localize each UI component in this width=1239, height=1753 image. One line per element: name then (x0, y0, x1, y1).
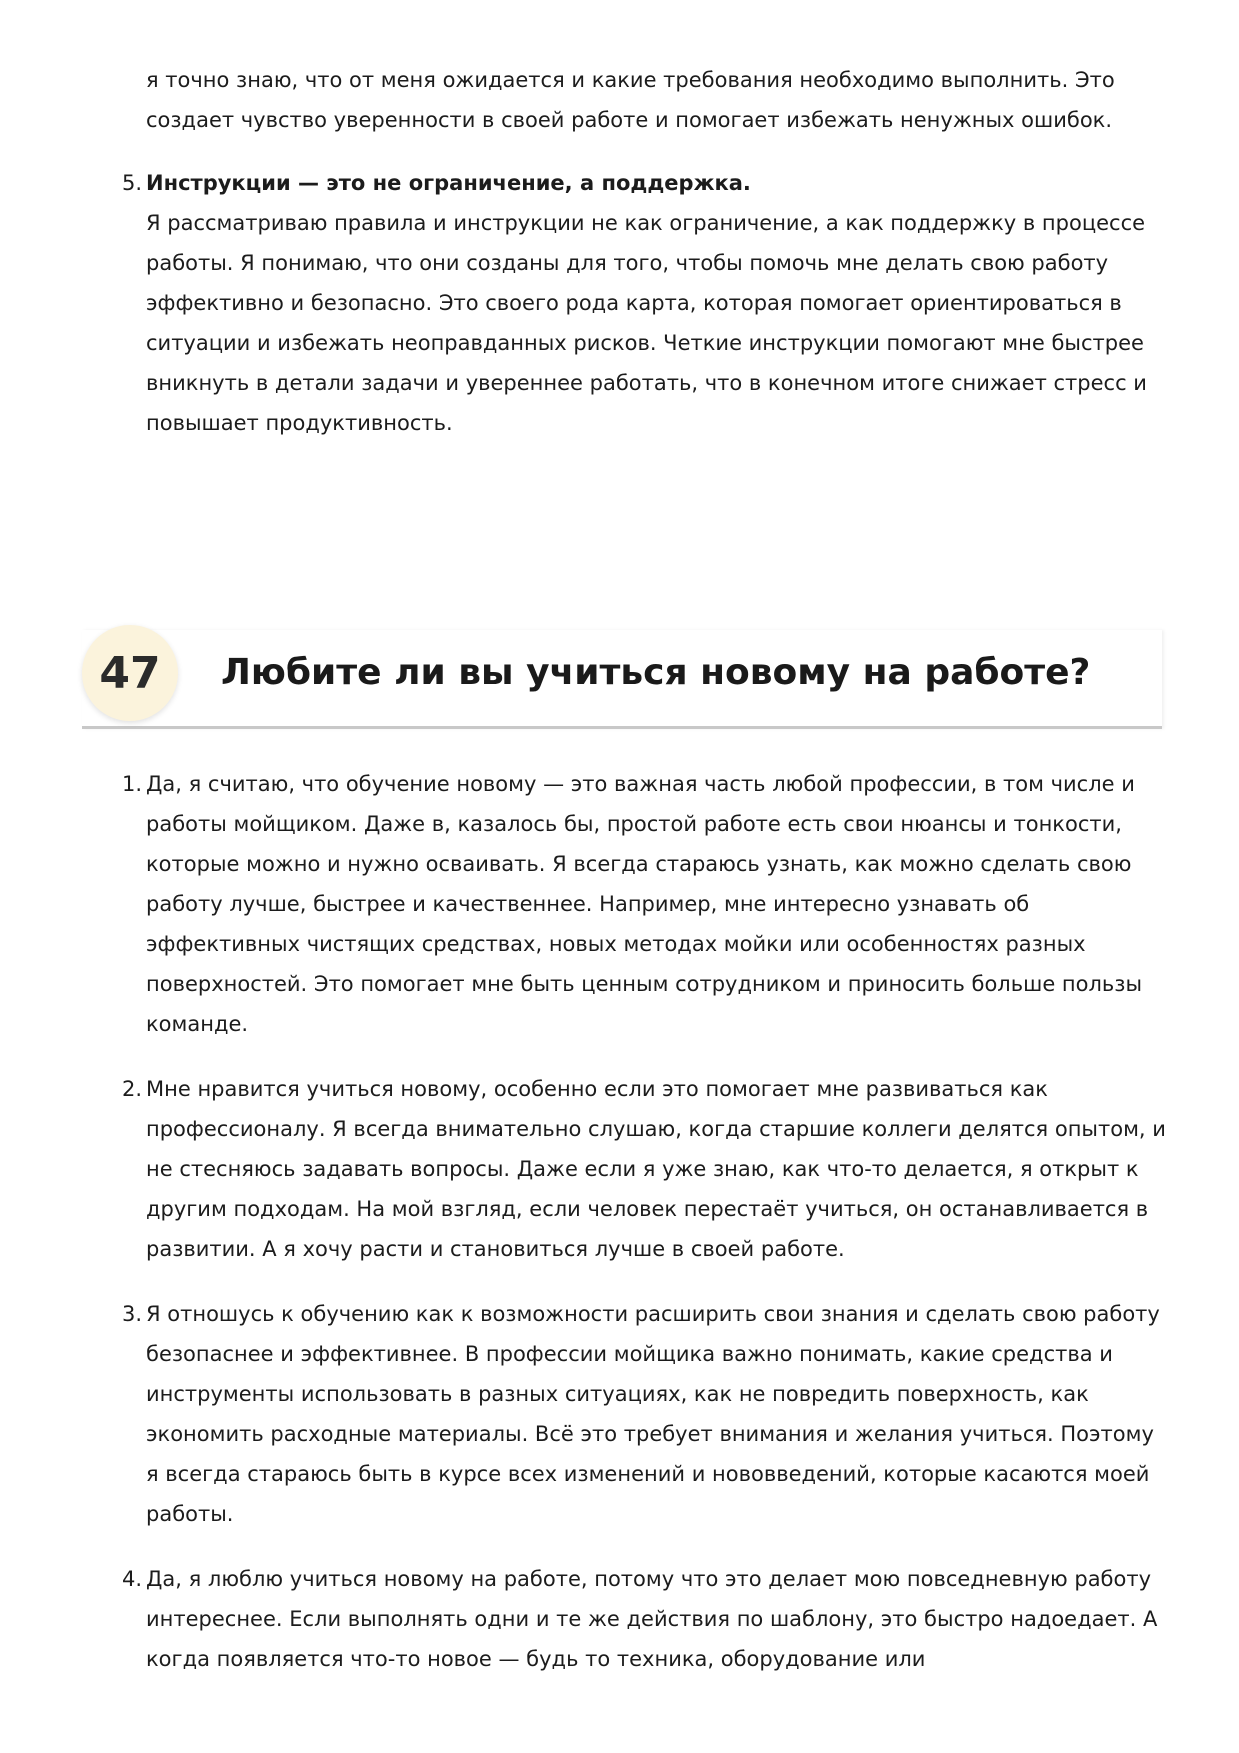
question-title: Любите ли вы учиться новому на работе? (221, 652, 1091, 693)
previous-item-continuation: я точно знаю, что от меня ожидается и какие требования необходимо выполнить. Это создает чувство уверенности в своей работе и помогает избежать ненужных ошибок. (146, 68, 1115, 132)
question-number: 47 (99, 647, 161, 699)
list-number-5: 5. (121, 171, 142, 195)
answer-1: Да, я считаю, что обучение новому — это важная часть любой профессии, в том числе и работы мойщиком. Даже в, казалось бы, простой работе есть свои нюансы и тонкости, которые можно и нужно осваивать. Я всегда стараюсь узнать, как можно сделать свою работу лучше, быстрее и качественнее. Например, мне интересно узнавать об эффективных чистящих средствах, новых методах мойки или особенностях разных поверхностей. Это помогает мне быть ценным сотрудником и приносить больше пользы команде. (146, 772, 1143, 1036)
answer-4: Да, я люблю учиться новому на работе, потому что это делает мою повседневную работу интереснее. Если выполнять одни и те же действия по шаблону, это быстро надоедает. А когда появляется что-то новое — будь то техника, оборудование или (146, 1567, 1158, 1671)
answer-number-2: 2. (121, 1077, 142, 1101)
answer-number-4: 4. (121, 1567, 142, 1591)
answer-3: Я отношусь к обучению как к возможности расширить свои знания и сделать свою работу безопаснее и эффективнее. В профессии мойщика важно понимать, какие средства и инструменты использовать в разных ситуациях, как не повредить поверхность, как экономить расходные материалы. Всё это требует внимания и желания учиться. Поэтому я всегда стараюсь быть в курсе всех изменений и нововведений, которые касаются моей работы. (146, 1302, 1160, 1526)
answer-number-1: 1. (121, 772, 142, 796)
question-number-badge (82, 625, 178, 721)
list-item-5-text: Я рассматриваю правила и инструкции не как ограничение, а как поддержку в процессе работы. Я понимаю, что они созданы для того, чтобы помочь мне делать свою работу эффективно и безопасно. Это своего рода карта, которая помогает ориентироваться в ситуации и избежать неоправданных рисков. Четкие инструкции помогают мне быстрее вникнуть в детали задачи и увереннее работать, что в конечном итоге снижает стресс и повышает продуктивность. (146, 211, 1147, 435)
answer-2: Мне нравится учиться новому, особенно если это помогает мне развиваться как профессионалу. Я всегда внимательно слушаю, когда старшие коллеги делятся опытом, и не стесняюсь задавать вопросы. Даже если я уже знаю, как что-то делается, я открыт к другим подходам. На мой взгляд, если человек перестаёт учиться, он останавливается в развитии. А я хочу расти и становиться лучше в своей работе. (146, 1077, 1166, 1261)
list-item-5-title: Инструкции — это не ограничение, а поддержка. (146, 171, 751, 195)
list-item-5 (146, 163, 1170, 443)
answer-number-3: 3. (121, 1302, 142, 1326)
